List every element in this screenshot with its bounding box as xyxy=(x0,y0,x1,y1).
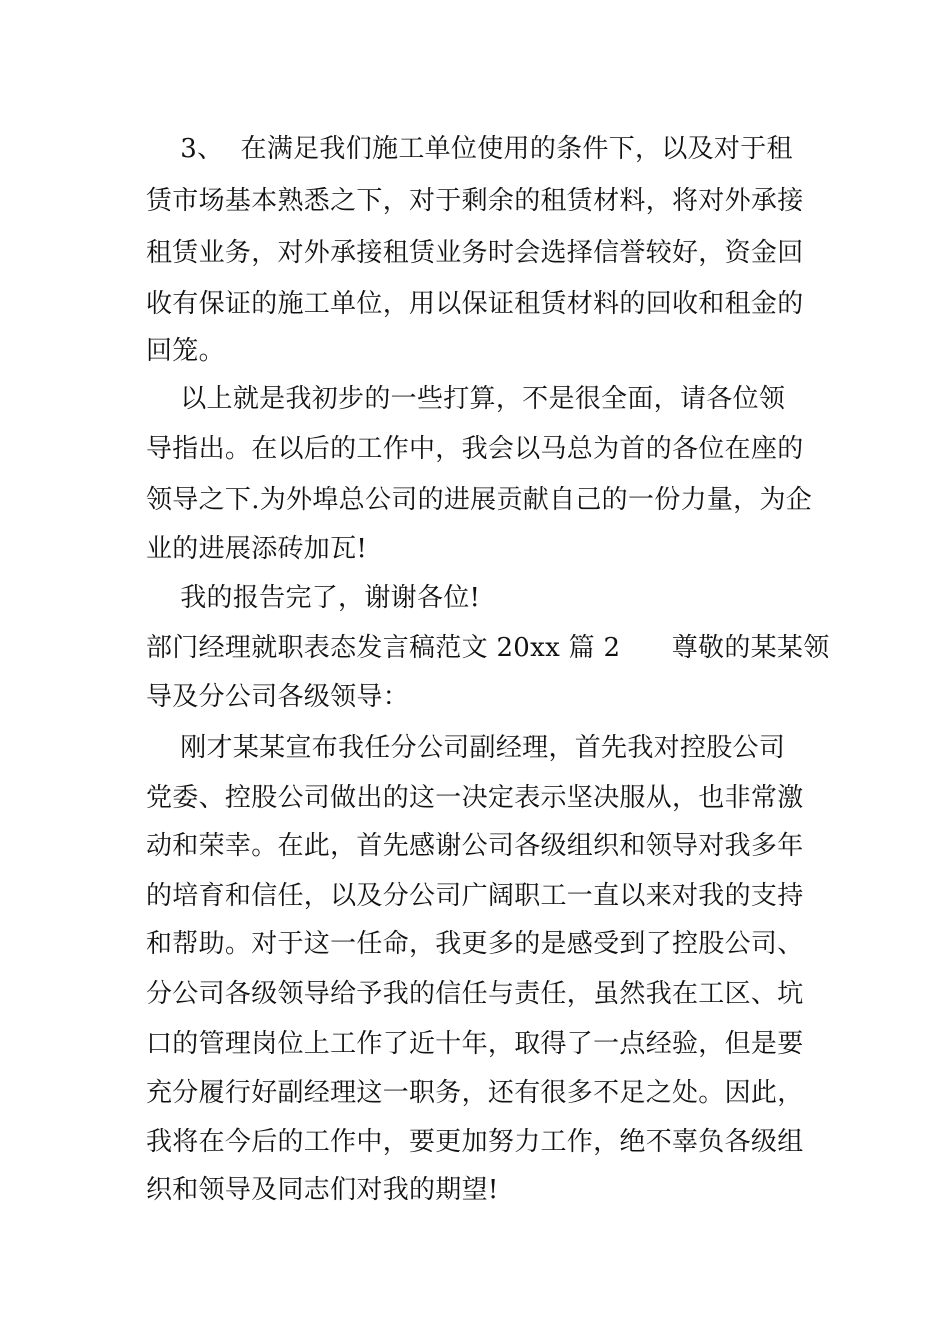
text-line: 我将在今后的工作中，要更加努力工作，绝不辜负各级组 xyxy=(146,1127,804,1157)
text-line: 我的报告完了，谢谢各位! xyxy=(146,583,481,613)
text-line: 领导之下.为外埠总公司的进展贡献自己的一份力量，为企 xyxy=(146,485,813,515)
text-line: 以上就是我初步的一些打算，不是很全面，请各位领 xyxy=(146,384,786,414)
text-line: 织和领导及同志们对我的期望! xyxy=(146,1175,499,1205)
text-line: 赁市场基本熟悉之下，对于剩余的租赁材料，将对外承接 xyxy=(146,186,804,216)
text-line: 刚才某某宣布我任分公司副经理，首先我对控股公司 xyxy=(146,733,786,763)
text-line: 业的进展添砖加瓦! xyxy=(146,534,368,564)
text-line: 和帮助。对于这一任命，我更多的是感受到了控股公司、 xyxy=(146,929,804,959)
section-heading: 部门经理就职表态发言稿范文 20xx 篇 2 尊敬的某某领 xyxy=(146,633,830,663)
text-line: 回笼。 xyxy=(146,336,225,366)
text-line: 收有保证的施工单位，用以保证租赁材料的回收和租金的 xyxy=(146,289,804,319)
text-line: 动和荣幸。在此，首先感谢公司各级组织和领导对我多年 xyxy=(146,831,804,861)
text-line: 租赁业务，对外承接租赁业务时会选择信誉较好，资金回 xyxy=(146,238,804,268)
text-line: 的培育和信任，以及分公司广阔职工一直以来对我的支持 xyxy=(146,881,804,911)
text-line: 充分履行好副经理这一职务，还有很多不足之处。因此， xyxy=(146,1078,804,1108)
text-line: 党委、控股公司做出的这一决定表示坚决服从，也非常激 xyxy=(146,783,804,813)
text-line: 口的管理岗位上工作了近十年，取得了一点经验，但是要 xyxy=(146,1029,804,1059)
text-line: 导指出。在以后的工作中，我会以马总为首的各位在座的 xyxy=(146,434,804,464)
text-line: 3、 在满足我们施工单位使用的条件下，以及对于租 xyxy=(146,134,793,164)
text-line: 导及分公司各级领导： xyxy=(146,682,410,712)
text-line: 分公司各级领导给予我的信任与责任，虽然我在工区、坑 xyxy=(146,979,804,1009)
